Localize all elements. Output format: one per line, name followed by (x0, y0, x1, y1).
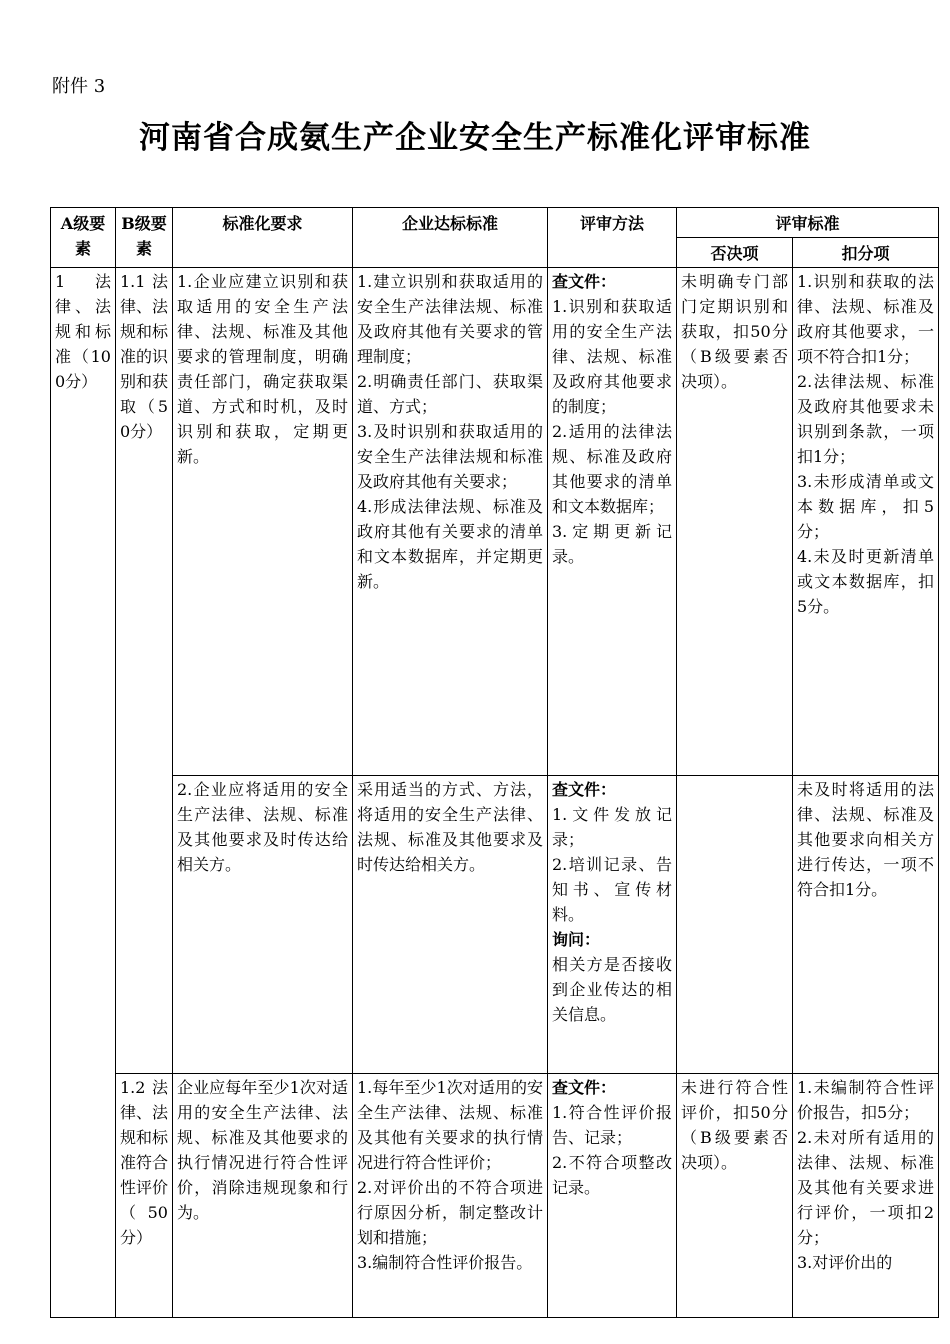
deduction-item: 3.未形成清单或文本数据库，扣5分； (797, 472, 935, 541)
requirement-cell: 1.企业应建立识别和获取适用的安全生产法律、法规、标准及其他要求的管理制度，明确责任部门，确定获取渠道、方式和时机，及时识别和获取，定期更新。 (173, 268, 353, 776)
method-heading: 查文件： (552, 272, 617, 291)
deduction-item: 2.法律法规、标准及政府其他要求未识别到条款，一项扣1分； (797, 372, 935, 466)
table-row (51, 268, 939, 776)
veto-cell: 未明确专门部门定期识别和获取，扣50分（B级要素否决项）。 (677, 268, 793, 776)
standard-item: 2.对评价出的不符合项进行原因分析，制定整改计划和措施； (357, 1178, 543, 1247)
deduction-cell (793, 268, 939, 776)
annex-label: 附件 3 (52, 76, 106, 97)
enterprise-standard-cell (353, 1074, 548, 1318)
header-veto: 否决项 (677, 238, 793, 268)
veto-cell: 未进行符合性评价，扣50分（B级要素否决项）。 (677, 1074, 793, 1318)
review-standard-table (50, 207, 939, 1318)
enterprise-standard-cell (353, 268, 548, 776)
b-element-cell: 1.1 法律、法规和标准的识别和获取（50分） (116, 268, 173, 1074)
veto-cell (677, 776, 793, 1074)
deduction-item: 4.未及时更新清单或文本数据库，扣5分。 (797, 547, 935, 616)
method-heading: 询问： (552, 930, 601, 949)
review-method-cell (548, 268, 677, 776)
deduction-item: 3.对评价出的 (797, 1253, 893, 1272)
header-enterprise-standard: 企业达标标准 (353, 208, 548, 268)
table-row (51, 776, 939, 1074)
deduction-item: 1.未编制符合性评价报告，扣5分； (797, 1078, 935, 1122)
method-item: 1.符合性评价报告、记录； (552, 1103, 672, 1147)
enterprise-standard-cell (353, 776, 548, 1074)
deduction-item: 未及时将适用的法律、法规、标准及其他要求向相关方进行传达，一项不符合扣1分。 (797, 780, 935, 899)
standard-item: 2.明确责任部门、获取渠道、方式； (357, 372, 543, 416)
deduction-cell (793, 1074, 939, 1318)
deduction-item: 2.未对所有适用的法律、法规、标准及其他有关要求进行评价，一项扣2分； (797, 1128, 935, 1247)
header-deduction: 扣分项 (793, 238, 939, 268)
standard-item: 3.及时识别和获取适用的安全生产法律法规和标准及政府其他有关要求； (357, 422, 543, 491)
method-heading: 查文件： (552, 780, 617, 799)
deduction-cell (793, 776, 939, 1074)
method-heading: 查文件： (552, 1078, 617, 1097)
header-b-level: B级要素 (116, 208, 173, 268)
standard-item: 3.编制符合性评价报告。 (357, 1253, 533, 1272)
method-item: 1.识别和获取适用的安全生产法律、法规、标准及政府其他要求的制度； (552, 297, 672, 416)
standard-item: 1.每年至少1次对适用的安全生产法律、法规、标准及其他有关要求的执行情况进行符合性评价； (357, 1078, 543, 1172)
method-item: 2.适用的法律法规、标准及政府其他要求的清单和文本数据库； (552, 422, 672, 516)
a-element-cell: 1 法律、法规和标准（100分） (51, 268, 116, 1318)
header-row (51, 208, 939, 238)
method-item: 3.定期更新记录。 (552, 522, 672, 566)
review-method-cell (548, 776, 677, 1074)
document-title: 河南省合成氨生产企业安全生产标准化评审标准 (139, 120, 811, 156)
header-review-standard: 评审标准 (677, 208, 939, 238)
deduction-item: 1.识别和获取的法律、法规、标准及政府其他要求，一项不符合扣1分； (797, 272, 935, 366)
review-method-cell (548, 1074, 677, 1318)
method-item: 1.文件发放记录； (552, 805, 672, 849)
requirement-cell: 2.企业应将适用的安全生产法律、法规、标准及其他要求及时传达给相关方。 (173, 776, 353, 1074)
standard-item: 1.建立识别和获取适用的安全生产法律法规、标准及政府其他有关要求的管理制度； (357, 272, 543, 366)
method-item: 2.不符合项整改记录。 (552, 1153, 672, 1197)
table-row (51, 1074, 939, 1318)
method-item: 相关方是否接收到企业传达的相关信息。 (552, 955, 672, 1024)
method-item: 2.培训记录、告知书、宣传材料。 (552, 855, 672, 924)
b-element-cell: 1.2 法律、法规和标准符合性评价（50分） (116, 1074, 173, 1318)
requirement-cell: 企业应每年至少1次对适用的安全生产法律、法规、标准及其他要求的执行情况进行符合性评价，消除违规现象和行为。 (173, 1074, 353, 1318)
header-a-level: A级要素 (51, 208, 116, 268)
header-requirement: 标准化要求 (173, 208, 353, 268)
standard-item: 采用适当的方式、方法，将适用的安全生产法律、法规、标准及其他要求及时传达给相关方。 (357, 780, 543, 874)
header-review-method: 评审方法 (548, 208, 677, 268)
standard-item: 4.形成法律法规、标准及政府其他有关要求的清单和文本数据库，并定期更新。 (357, 497, 543, 591)
